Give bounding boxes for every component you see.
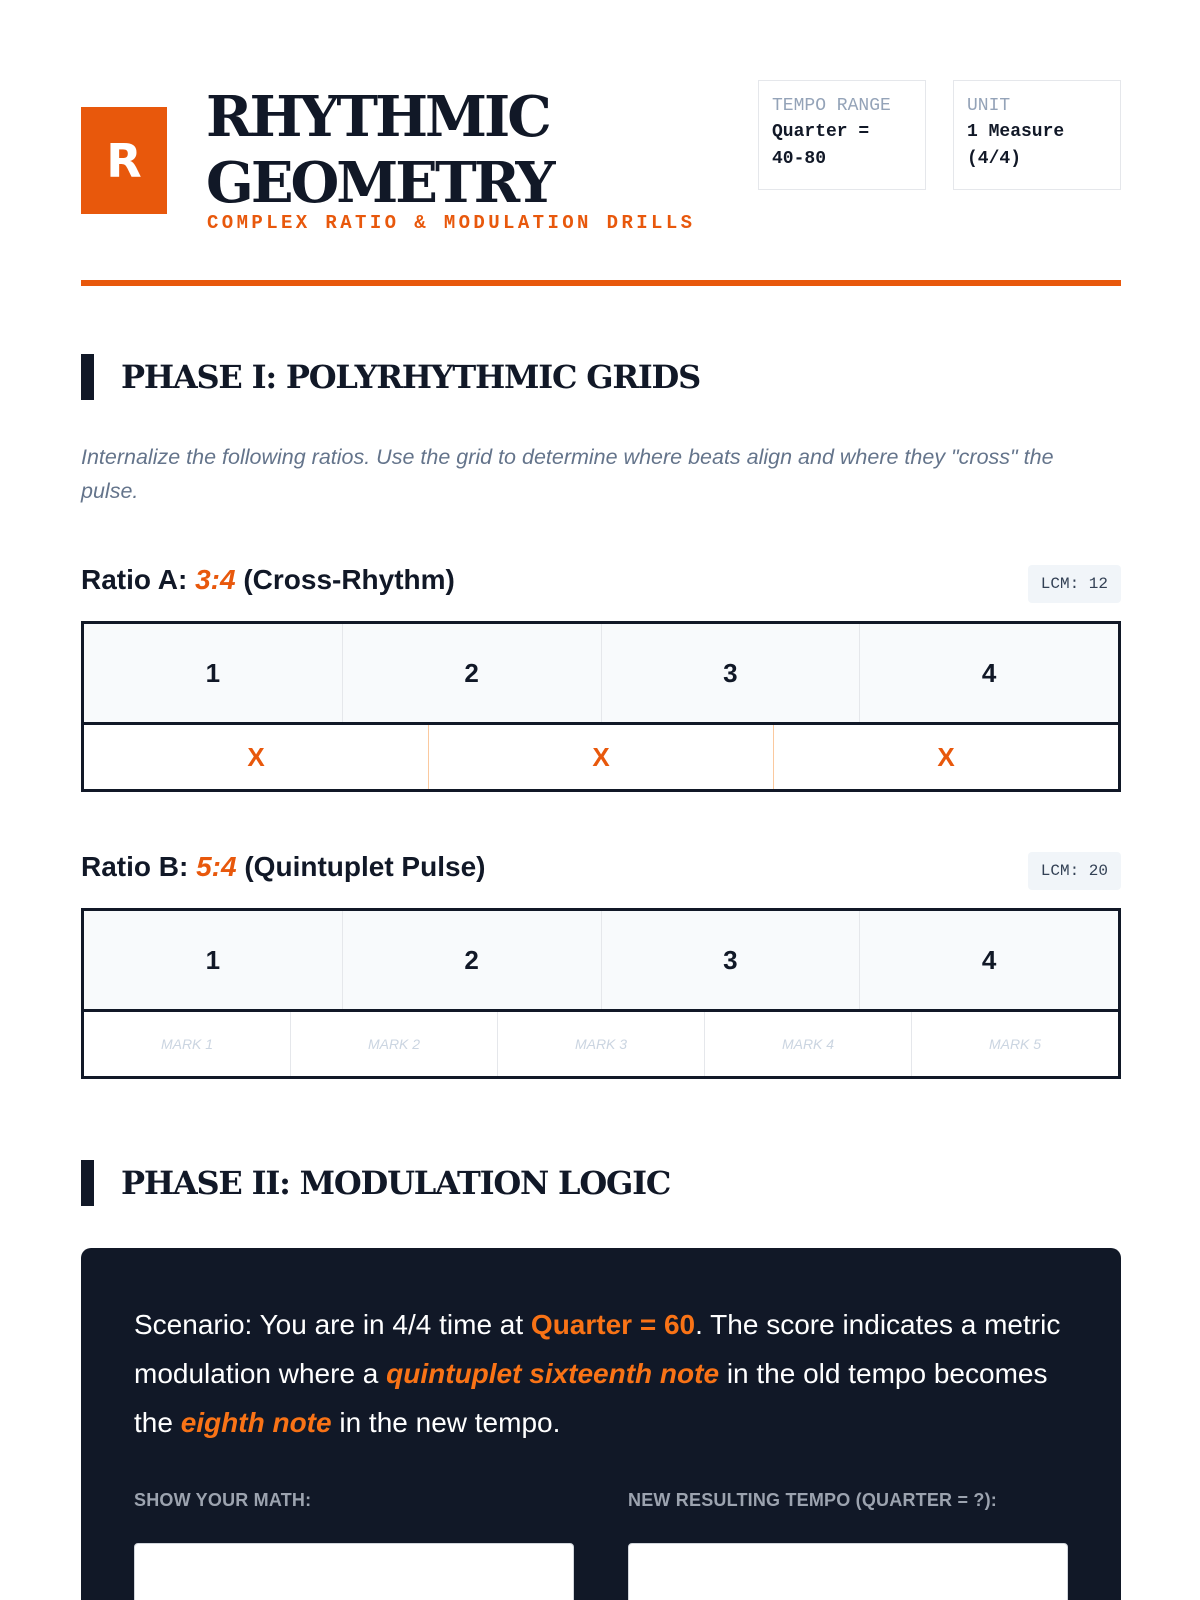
subdivision-mark: X <box>428 725 773 789</box>
ratio-a-title <box>81 564 455 596</box>
phase1-heading-text: PHASE I: POLYRHYTHMIC GRIDS <box>121 358 700 396</box>
beat-cell: 2 <box>342 624 601 722</box>
ratio-b-ratio: 5:4 <box>196 851 237 882</box>
beat-cell: 2 <box>342 911 601 1009</box>
ratio-a-prefix: Ratio A: <box>81 564 196 595</box>
math-input[interactable] <box>134 1543 574 1600</box>
mark-slot[interactable]: MARK 1 <box>160 1036 214 1052</box>
beat-cell: 4 <box>859 911 1118 1009</box>
header <box>81 0 1121 290</box>
beat-cell: 1 <box>205 944 221 975</box>
subdivision-mark: X <box>247 741 265 772</box>
beat-cell: 4 <box>859 624 1118 722</box>
page-title: RHYTHMIC GEOMETRY <box>206 84 553 216</box>
tempo-range-box <box>758 80 926 190</box>
ratio-b-subdivision-row <box>84 1012 1118 1076</box>
ratio-b-suffix: (Quintuplet Pulse) <box>236 851 486 882</box>
scenario-highlight: Quarter = 60 <box>530 1309 696 1340</box>
ratio-b-lcm-badge: LCM: 20 <box>1028 852 1121 890</box>
mark-slot[interactable]: MARK 4 <box>704 1012 911 1076</box>
tempo-range-value: Quarter = 40-80 <box>772 122 870 169</box>
answer-fields <box>134 1490 1068 1600</box>
math-field <box>134 1490 574 1600</box>
phase2-heading <box>81 1160 670 1206</box>
mark-slot[interactable]: MARK 3 <box>497 1012 704 1076</box>
beat-cell: 3 <box>601 911 860 1009</box>
beat-cell: 3 <box>601 624 860 722</box>
header-divider <box>81 280 1121 286</box>
math-label: SHOW YOUR MATH: <box>134 1490 312 1510</box>
unit-box <box>953 80 1121 190</box>
mark-slot[interactable]: MARK 2 <box>290 1012 497 1076</box>
scenario-highlight: quintuplet sixteenth note <box>386 1358 720 1389</box>
subdivision-mark: X <box>773 725 1118 789</box>
worksheet-page <box>81 0 1121 1510</box>
ratio-b-prefix: Ratio B: <box>81 851 197 882</box>
phase1-intro: Internalize the following ratios. Use the grid to determine where beats align and where they "cross" the pulse. <box>81 445 1054 503</box>
unit-label: UNIT <box>967 96 1011 116</box>
section-bar <box>81 354 94 400</box>
ratio-b-grid <box>81 908 1121 1079</box>
ratio-b-title <box>81 851 485 883</box>
ratio-a-beat-row <box>84 624 1118 725</box>
scenario-highlight: eighth note <box>180 1407 332 1438</box>
ratio-b-beat-row <box>84 911 1118 1012</box>
logo-badge: R <box>81 107 167 214</box>
mark-slot[interactable]: MARK 5 <box>911 1012 1118 1076</box>
phase1-heading <box>81 354 700 400</box>
scenario-part: . The score indicates a metric modulation where a <box>134 1309 1061 1389</box>
tempo-range-label: TEMPO RANGE <box>772 96 891 116</box>
ratio-a-ratio: 3:4 <box>195 564 236 595</box>
scenario-part: in the old tempo becomes the <box>134 1358 1048 1438</box>
ratio-a-suffix: (Cross-Rhythm) <box>235 564 455 595</box>
ratio-a-subdivision-row <box>84 725 1118 789</box>
beat-cell: 1 <box>205 657 221 688</box>
tempo-field <box>628 1490 1068 1600</box>
tempo-label: NEW RESULTING TEMPO (QUARTER = ?): <box>628 1490 997 1510</box>
scenario-part: Scenario: You are in 4/4 time at <box>134 1309 531 1340</box>
modulation-card <box>81 1248 1121 1600</box>
scenario-part: in the new tempo. <box>331 1407 561 1438</box>
section-bar <box>81 1160 94 1206</box>
ratio-a-lcm-badge: LCM: 12 <box>1028 565 1121 603</box>
scenario-text <box>134 1300 1074 1447</box>
phase2-heading-text: PHASE II: MODULATION LOGIC <box>121 1164 671 1202</box>
tempo-input[interactable] <box>628 1543 1068 1600</box>
ratio-a-grid <box>81 621 1121 792</box>
unit-value: 1 Measure (4/4) <box>967 122 1065 169</box>
page-subtitle: COMPLEX RATIO & MODULATION DRILLS <box>207 212 696 234</box>
